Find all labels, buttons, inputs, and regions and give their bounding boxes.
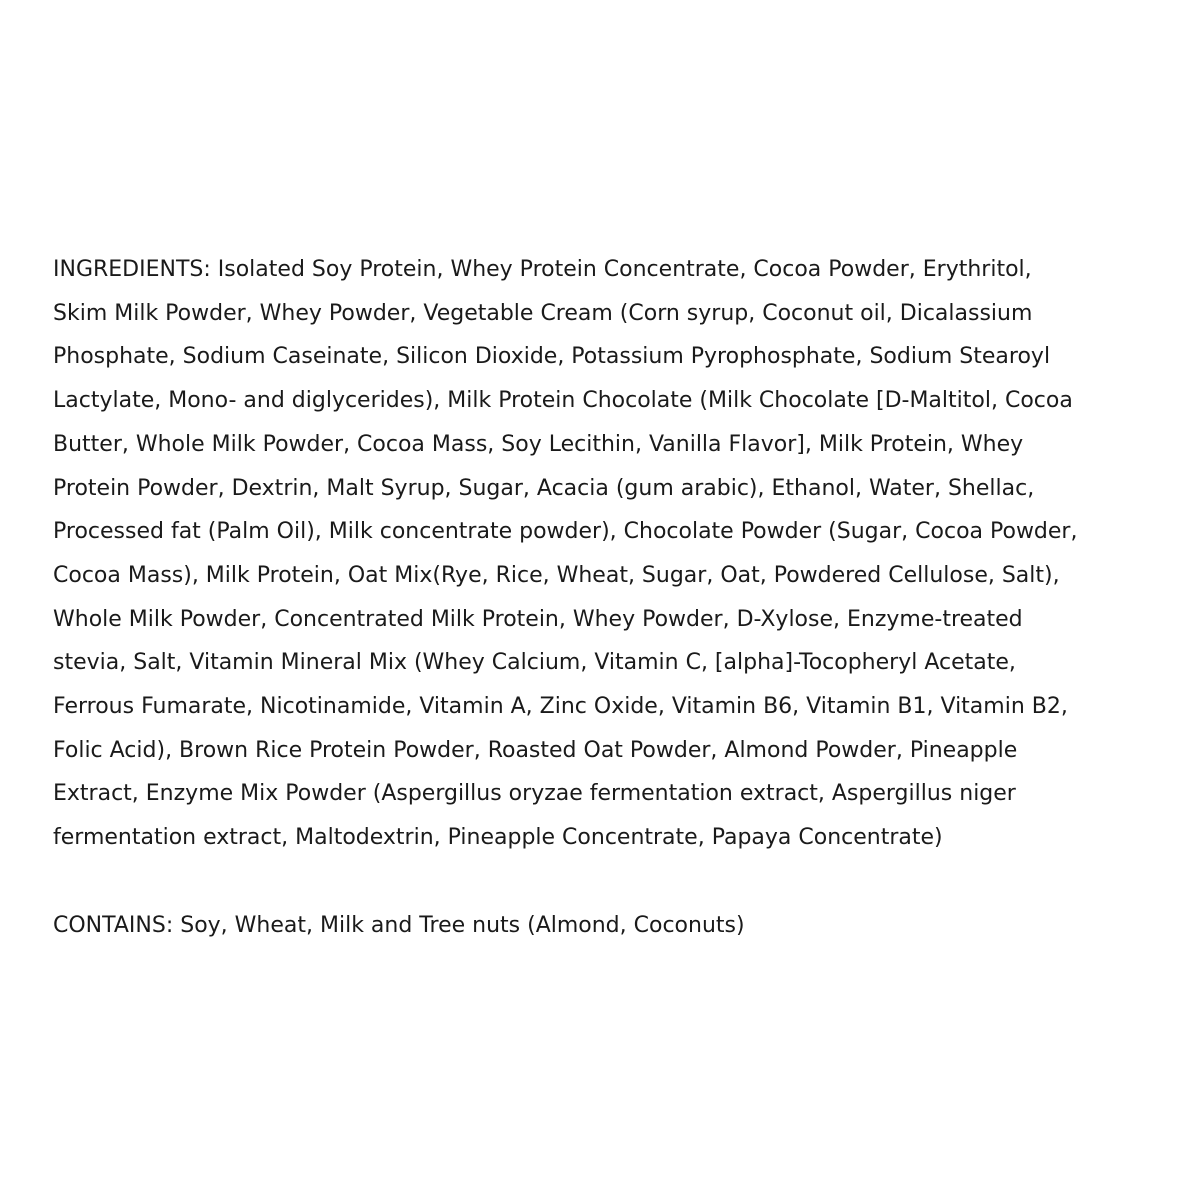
ingredients-paragraph (53, 248, 1173, 860)
ingredients-line: Protein Powder, Dextrin, Malt Syrup, Sugar, Acacia (gum arabic), Ethanol, Water, Shellac, (53, 475, 1035, 501)
allergen-statement (53, 904, 1173, 948)
contains-line: CONTAINS: Soy, Wheat, Milk and Tree nuts (Almond, Coconuts) (53, 912, 745, 938)
ingredients-line: Extract, Enzyme Mix Powder (Aspergillus oryzae fermentation extract, Aspergillus niger (53, 781, 1016, 807)
ingredients-line: Skim Milk Powder, Whey Powder, Vegetable Cream (Corn syrup, Coconut oil, Dicalassium (53, 300, 1033, 326)
ingredients-line: fermentation extract, Maltodextrin, Pineapple Concentrate, Papaya Concentrate) (53, 825, 943, 851)
ingredients-line: Phosphate, Sodium Caseinate, Silicon Dioxide, Potassium Pyrophosphate, Sodium Stearoyl (53, 344, 1051, 370)
ingredients-line: stevia, Salt, Vitamin Mineral Mix (Whey Calcium, Vitamin C, [alpha]-Tocopheryl Acetate, (53, 650, 1016, 676)
ingredients-line: Processed fat (Palm Oil), Milk concentrate powder), Chocolate Powder (Sugar, Cocoa Powder, (53, 519, 1078, 545)
ingredients-line: Ferrous Fumarate, Nicotinamide, Vitamin A, Zinc Oxide, Vitamin B6, Vitamin B1, Vitamin B2, (53, 694, 1068, 720)
ingredients-line: INGREDIENTS: Isolated Soy Protein, Whey Protein Concentrate, Cocoa Powder, Erythritol, (53, 257, 1032, 282)
ingredients-line: Lactylate, Mono- and diglycerides), Milk Protein Chocolate (Milk Chocolate [D-Maltitol, Cocoa (53, 388, 1073, 414)
ingredients-line: Whole Milk Powder, Concentrated Milk Protein, Whey Powder, D-Xylose, Enzyme-treated (53, 606, 1023, 632)
ingredients-line: Butter, Whole Milk Powder, Cocoa Mass, Soy Lecithin, Vanilla Flavor], Milk Protein, Whey (53, 431, 1024, 457)
ingredients-line: Cocoa Mass), Milk Protein, Oat Mix(Rye, Rice, Wheat, Sugar, Oat, Powdered Cellulose, Salt), (53, 562, 1060, 588)
ingredients-label-panel (53, 248, 1173, 948)
ingredients-line: Folic Acid), Brown Rice Protein Powder, Roasted Oat Powder, Almond Powder, Pineapple (53, 737, 1018, 763)
